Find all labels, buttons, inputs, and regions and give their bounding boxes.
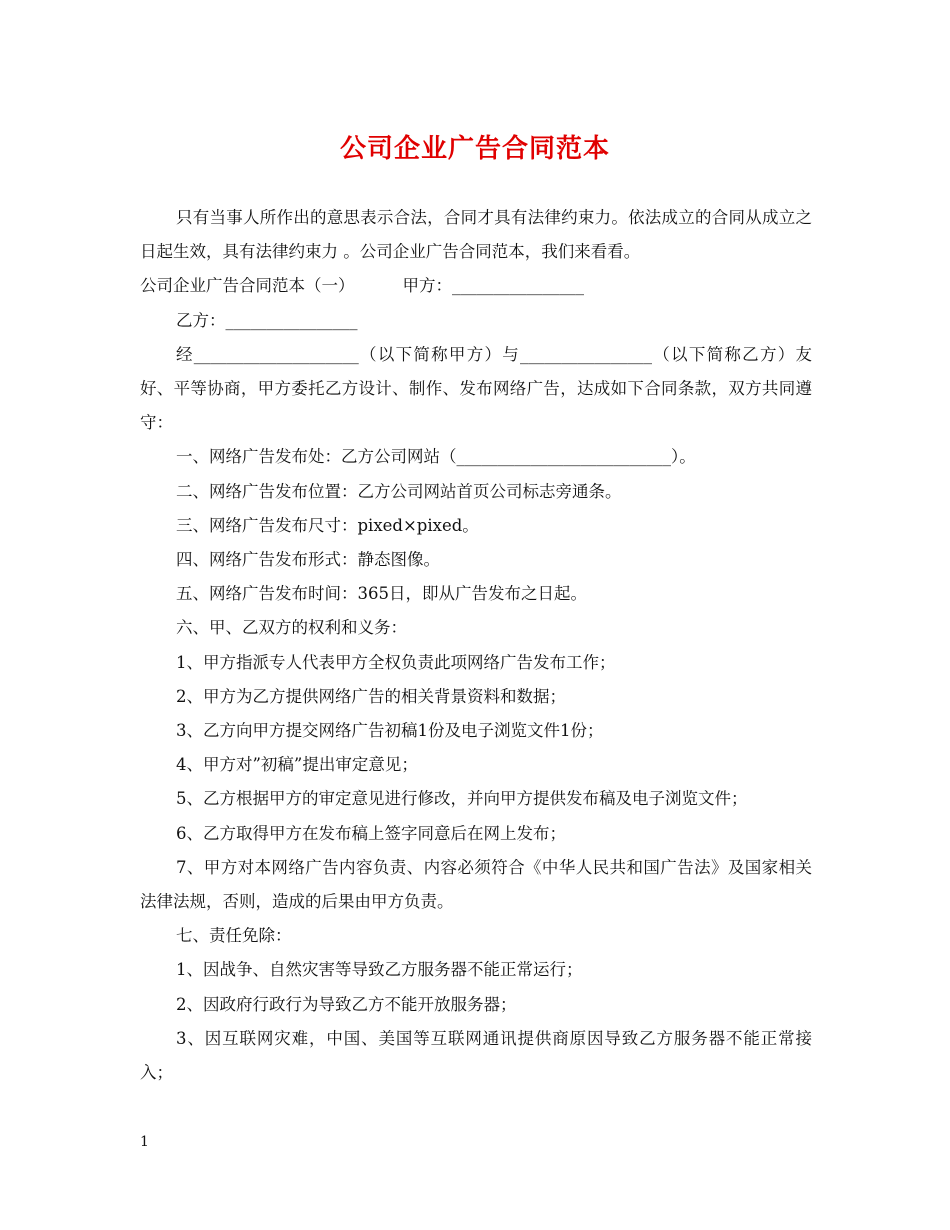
- obligation-4: 4、甲方对”初稿”提出审定意见；: [176, 755, 418, 775]
- disclaimer-2: 2、因政府行政行为导致乙方不能开放服务器；: [176, 994, 517, 1014]
- section-heading-line: [140, 269, 812, 303]
- document-title: 公司企业广告合同范本: [339, 134, 610, 164]
- disclaimer-3: 3、因互联网灾难，中国、美国等互联网通讯提供商原因导致乙方服务器不能正常接入；: [140, 1028, 812, 1083]
- obligation-7: 7、甲方对本网络广告内容负责、内容必须符合《中华人民共和国广告法》及国家相关法律法规，否则，造成的后果由甲方负责。: [140, 857, 812, 912]
- obligation-3: 3、乙方向甲方提交网络广告初稿1份及电子浏览文件1份；: [176, 721, 604, 741]
- section-heading: 公司企业广告合同范本（一）: [140, 276, 355, 296]
- clause-5: 五、网络广告发布时间：365日，即从广告发布之日起。: [176, 584, 587, 604]
- clause-2: 二、网络广告发布位置：乙方公司网站首页公司标志旁通条。: [176, 481, 622, 501]
- party-a-field: 甲方：________________: [402, 276, 584, 296]
- party-b-field: 乙方：________________: [176, 310, 358, 330]
- page-number: 1: [140, 1134, 149, 1150]
- obligation-5: 5、乙方根据甲方的审定意见进行修改，并向甲方提供发布稿及电子浏览文件；: [176, 789, 748, 809]
- clause-4: 四、网络广告发布形式：静态图像。: [176, 550, 440, 570]
- clause-6-heading: 六、甲、乙双方的权利和义务：: [176, 618, 407, 638]
- disclaimer-1: 1、因战争、自然灾害等导致乙方服务器不能正常运行；: [176, 960, 583, 980]
- agreement-paragraph: 经____________________（以下简称甲方）与________________（以下简称乙方）友好、平等协商，甲方委托乙方设计、制作、发布网络广告，达成如下合同条款，双方共同遵守：: [140, 344, 812, 433]
- obligation-2: 2、甲方为乙方提供网络广告的相关背景资料和数据；: [176, 686, 566, 706]
- disclaimer-heading: 七、责任免除：: [176, 926, 292, 946]
- obligation-6: 6、乙方取得甲方在发布稿上签字同意后在网上发布；: [176, 823, 566, 843]
- intro-paragraph: 只有当事人所作出的意思表示合法，合同才具有法律约束力。依法成立的合同从成立之日起生效，具有法律约束力 。公司企业广告合同范本，我们来看看。: [140, 208, 812, 262]
- document-body: [140, 201, 812, 1090]
- clause-1: 一、网络广告发布处：乙方公司网站（__________________________）。: [176, 447, 696, 467]
- obligation-1: 1、甲方指派专人代表甲方全权负责此项网络广告发布工作；: [176, 652, 616, 672]
- clause-3: 三、网络广告发布尺寸：pixed×pixed。: [176, 515, 479, 535]
